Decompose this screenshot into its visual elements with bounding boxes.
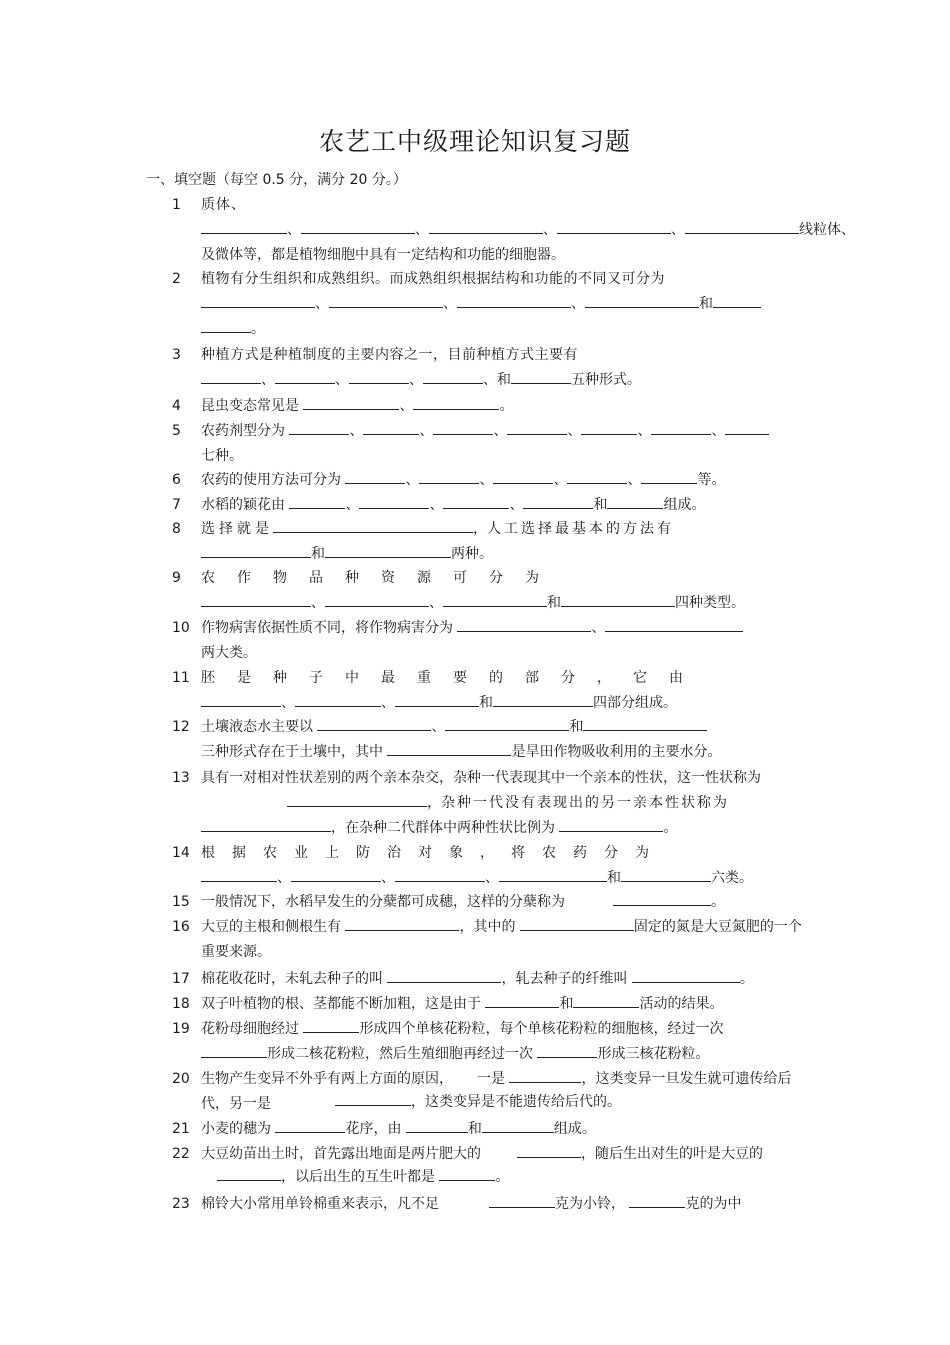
answer-blank[interactable] <box>567 468 627 484</box>
question-21 <box>172 1117 808 1142</box>
question-number: 18 <box>172 996 190 1012</box>
answer-blank[interactable] <box>457 616 591 632</box>
question-text: ，随后生出对生的叶是大豆的 <box>581 1146 763 1162</box>
answer-blank[interactable] <box>295 691 381 707</box>
question-9: 9 农作物品种资源可分为 、 、 和 四种类型。 <box>172 566 808 616</box>
answer-blank[interactable] <box>537 1042 597 1058</box>
question-19 <box>172 1017 808 1067</box>
question-text: ，轧去种子的纤维叫 <box>501 971 628 987</box>
answer-blank[interactable] <box>345 468 405 484</box>
answer-blank[interactable] <box>201 368 261 384</box>
answer-blank[interactable] <box>493 691 593 707</box>
question-number: 23 <box>172 1196 190 1212</box>
answer-blank[interactable] <box>335 1090 411 1106</box>
question-6: 6 农药的使用方法可分为 、 、 、 、 等。 <box>172 468 808 493</box>
question-8: 8 选择就是 ，人工选择最基本的方法有 和 两种。 <box>172 517 808 567</box>
question-number: 5 <box>172 423 181 439</box>
question-text: 植物有分生组织和成熟组织。而成熟组织根据结构和功能的不同又可分为 <box>201 271 665 287</box>
question-number: 6 <box>172 472 181 488</box>
answer-blank[interactable] <box>275 1117 345 1133</box>
question-text: 及微体等，都是植物细胞中具有一定结构和功能的细胞器。 <box>201 247 565 263</box>
answer-blank[interactable] <box>423 368 483 384</box>
answer-blank[interactable] <box>581 419 637 435</box>
question-text: 棉铃大小常用单铃棉重来表示，凡不足 <box>201 1196 439 1212</box>
question-text: 花粉母细胞经过 <box>201 1021 299 1037</box>
answer-blank[interactable] <box>585 292 699 308</box>
question-17 <box>172 967 808 992</box>
question-number: 8 <box>172 521 181 537</box>
question-text: 生物产生变异不外乎有两上方面的原因， <box>201 1071 453 1087</box>
question-12: 12 土壤液态水主要以 、 和 三种形式存在于土壤中，其中 是旱田作物吸收利用的主要水分。 <box>172 715 808 765</box>
answer-blank[interactable] <box>291 866 381 882</box>
question-text: 一是 <box>477 1071 505 1087</box>
question-number: 22 <box>172 1146 190 1162</box>
answer-blank[interactable] <box>363 419 419 435</box>
question-text: 和 <box>497 372 511 388</box>
answer-blank[interactable] <box>301 218 415 234</box>
question-18 <box>172 992 808 1017</box>
answer-blank[interactable] <box>485 992 559 1008</box>
question-text: 人工选择最基本的方法有 <box>487 521 674 537</box>
answer-blank[interactable] <box>517 1142 581 1158</box>
question-text: 和 <box>593 497 608 513</box>
answer-blank[interactable] <box>359 493 429 509</box>
question-number: 4 <box>172 398 181 414</box>
answer-blank[interactable] <box>605 616 743 632</box>
answer-blank[interactable] <box>725 419 769 435</box>
question-text: 和 <box>569 719 584 735</box>
answer-blank[interactable] <box>511 368 571 384</box>
question-text: 线粒体、 <box>799 222 855 238</box>
answer-blank[interactable] <box>621 866 711 882</box>
question-16 <box>172 915 808 960</box>
answer-blank[interactable] <box>387 740 511 756</box>
question-text: 小麦的穗为 <box>201 1121 271 1137</box>
question-text: 固定的氮是大豆氮肥的一个重要来源。 <box>201 919 802 960</box>
question-20 <box>172 1067 808 1115</box>
question-text: 活动的结果。 <box>639 996 724 1012</box>
question-number: 20 <box>172 1071 190 1087</box>
question-number: 12 <box>172 719 190 735</box>
answer-blank[interactable] <box>275 368 335 384</box>
answer-blank[interactable] <box>561 591 675 607</box>
question-number: 15 <box>172 894 190 910</box>
question-text: ，这类变异一旦发生就可遗传给后代，另一是 <box>201 1071 792 1112</box>
question-text: 和 <box>607 870 621 886</box>
question-text: 和 <box>547 595 561 611</box>
question-text: 质体、 <box>201 197 246 213</box>
answer-blank[interactable] <box>523 493 593 509</box>
question-text: 等。 <box>697 472 726 488</box>
answer-blank[interactable] <box>651 419 711 435</box>
question-text: 。 <box>499 398 514 414</box>
question-text: 选择就是 <box>201 521 273 537</box>
answer-blank[interactable] <box>445 715 569 731</box>
answer-blank[interactable] <box>443 591 547 607</box>
question-4: 4 昆虫变态常见是 、 。 <box>172 394 808 419</box>
question-5: 5 农药剂型分为 、 、 、 、 、 、 七种。 <box>172 419 808 469</box>
question-10: 10 作物病害依据性质不同，将作物病害分为 、 两大类。 <box>172 616 808 666</box>
question-text: 四部分组成。 <box>593 695 677 711</box>
question-13: 13 具有一对相对性状差别的两个亲本杂交，杂种一代表现其中一个亲本的性状，这一性状称为 ，杂种一代没有表现出的另一亲本性状称为 ，在杂种二代群体中两种性状比例为 。 <box>172 766 808 841</box>
question-text: 四种类型。 <box>675 595 745 611</box>
question-text: 是旱田作物吸收利用的主要水分。 <box>511 744 722 760</box>
answer-blank[interactable] <box>289 493 345 509</box>
question-text: 。 <box>495 1169 510 1185</box>
question-text: 和 <box>479 695 493 711</box>
answer-blank[interactable] <box>433 419 493 435</box>
question-text: 和 <box>467 1121 482 1137</box>
answer-blank[interactable] <box>201 691 281 707</box>
question-text: ，以后出生的互生叶都是 <box>281 1169 435 1185</box>
answer-blank[interactable] <box>406 1117 468 1133</box>
answer-blank[interactable] <box>349 368 409 384</box>
question-text: 。 <box>711 894 725 910</box>
question-text: 两种。 <box>451 546 493 562</box>
answer-blank[interactable] <box>557 218 671 234</box>
question-text: 种植方式是种植制度的主要内容之一，目前种植方式主要有 <box>201 347 578 363</box>
question-text: 大豆的主根和侧根生有 <box>201 919 341 935</box>
question-text: 双子叶植物的根、茎都能不断加粗，这是由于 <box>201 996 481 1012</box>
question-number: 3 <box>172 347 181 363</box>
answer-blank[interactable] <box>439 1165 495 1181</box>
answer-blank[interactable] <box>303 394 399 410</box>
question-number: 7 <box>172 497 181 513</box>
question-number: 16 <box>172 919 190 935</box>
answer-blank[interactable] <box>201 292 315 308</box>
answer-blank[interactable] <box>201 866 277 882</box>
question-text: 根据农业上防治对象，将农药分为 <box>201 845 666 861</box>
question-text: 组成。 <box>553 1121 596 1137</box>
answer-blank[interactable] <box>273 517 473 533</box>
answer-blank[interactable] <box>201 317 251 333</box>
question-7: 7 水稻的颖花由 、 、 、 和 组成。 <box>172 493 808 518</box>
question-text: 具有一对相对性状差别的两个亲本杂交，杂种一代表现其中一个亲本的性状，这一性状称为 <box>201 770 761 786</box>
question-text: 杂种一代没有表现出的另一亲本性状称为 <box>441 795 729 811</box>
question-text: 五种形式。 <box>571 372 641 388</box>
question-text: 形成四个单核花粉粒，每个单核花粉粒的细胞核，经过一次 <box>359 1021 724 1037</box>
question-text: ，其中的 <box>459 919 516 935</box>
answer-blank[interactable] <box>493 468 553 484</box>
question-3: 3 种植方式是种植制度的主要内容之一，目前种植方式主要有 、 、 、 、和 五种形式。 <box>172 343 808 393</box>
question-text: ，在杂种二代群体中两种性状比例为 <box>331 820 555 836</box>
question-text: 和 <box>559 996 574 1012</box>
question-number: 11 <box>172 670 190 686</box>
question-text: 农作物品种资源可分为 <box>201 570 561 586</box>
question-number: 10 <box>172 620 190 636</box>
question-text: 和 <box>699 296 713 312</box>
answer-blank[interactable] <box>217 1165 281 1181</box>
answer-blank[interactable] <box>387 967 501 983</box>
page-title: 农艺工中级理论知识复习题 <box>318 127 631 156</box>
answer-blank[interactable] <box>713 292 761 308</box>
question-text: 棉花收花时，未轧去种子的叫 <box>201 971 383 987</box>
answer-blank[interactable] <box>583 715 707 731</box>
question-number: 2 <box>172 271 181 287</box>
question-text: 形成二核花粉粒，然后生殖细胞再经过一次 <box>267 1046 533 1062</box>
question-1: 1 质体、 、 、 、 、 线粒体、 及微体等，都是植物细胞中具有一定结构和功能的细胞器。 <box>172 193 808 268</box>
answer-blank[interactable] <box>325 591 429 607</box>
answer-blank[interactable] <box>489 1192 555 1208</box>
question-text: 两大类。 <box>201 645 257 661</box>
answer-blank[interactable] <box>287 791 427 807</box>
question-text: 土壤液态水主要以 <box>201 719 313 735</box>
answer-blank[interactable] <box>289 419 349 435</box>
question-text: 。 <box>663 820 678 836</box>
question-number: 14 <box>172 845 190 861</box>
question-number: 1 <box>172 197 181 213</box>
answer-blank[interactable] <box>685 218 799 234</box>
question-text: 形成三核花粉粒。 <box>597 1046 710 1062</box>
question-text: 一般情况下，水稻早发生的分蘖都可成穗，这样的分蘖称为 <box>201 894 565 910</box>
answer-blank[interactable] <box>413 394 499 410</box>
answer-blank[interactable] <box>632 967 740 983</box>
answer-blank[interactable] <box>509 1067 581 1083</box>
answer-blank[interactable] <box>201 816 331 832</box>
answer-blank[interactable] <box>317 715 431 731</box>
question-text: 组成。 <box>663 497 706 513</box>
question-number: 17 <box>172 971 190 987</box>
question-text: 七种。 <box>201 448 243 464</box>
answer-blank[interactable] <box>607 493 663 509</box>
question-number: 13 <box>172 770 190 786</box>
answer-blank[interactable] <box>201 542 311 558</box>
answer-blank[interactable] <box>482 1117 554 1133</box>
answer-blank[interactable] <box>520 915 634 931</box>
answer-blank[interactable] <box>395 866 485 882</box>
question-text: 昆虫变态常见是 <box>201 398 299 414</box>
answer-blank[interactable] <box>429 218 543 234</box>
answer-blank[interactable] <box>573 992 639 1008</box>
question-11: 11 胚是种子中最重要的部分，它由 、 、 和 四部分组成。 <box>172 666 808 716</box>
answer-blank[interactable] <box>345 915 459 931</box>
answer-blank[interactable] <box>201 218 287 234</box>
question-text: 六类。 <box>711 870 753 886</box>
answer-blank[interactable] <box>613 890 711 906</box>
question-14: 14 根据农业上防治对象，将农药分为 、 、 、 和 六类。 <box>172 841 808 891</box>
question-15 <box>172 890 808 915</box>
answer-blank[interactable] <box>507 419 567 435</box>
answer-blank[interactable] <box>201 591 311 607</box>
question-text: 。 <box>739 971 754 987</box>
answer-blank[interactable] <box>419 468 479 484</box>
question-text: 大豆幼苗出土时，首先露出地面是两片肥大的 <box>201 1146 481 1162</box>
answer-blank[interactable] <box>395 691 479 707</box>
answer-blank[interactable] <box>325 542 451 558</box>
question-text: ，这类变异是不能遗传给后代的。 <box>411 1094 621 1110</box>
answer-blank[interactable] <box>443 493 509 509</box>
question-2: 2 植物有分生组织和成熟组织。而成熟组织根据结构和功能的不同又可分为 、 、 、 和 。 <box>172 267 808 342</box>
question-text: 农药剂型分为 <box>201 423 285 439</box>
question-text: 克为小铃， <box>555 1196 625 1212</box>
question-number: 19 <box>172 1021 190 1037</box>
answer-blank[interactable] <box>303 1017 359 1033</box>
question-text: 三种形式存在于土壤中，其中 <box>201 744 383 760</box>
answer-blank[interactable] <box>457 292 571 308</box>
answer-blank[interactable] <box>629 1192 685 1208</box>
question-text: 克的为中 <box>685 1196 742 1212</box>
answer-blank[interactable] <box>329 292 443 308</box>
question-number: 9 <box>172 570 181 586</box>
question-23 <box>172 1192 808 1217</box>
question-text: 农药的使用方法可分为 <box>201 472 341 488</box>
question-text: 胚是种子中最重要的部分，它由 <box>201 670 705 686</box>
question-text: 。 <box>251 321 265 337</box>
question-text: 花序，由 <box>345 1121 402 1137</box>
answer-blank[interactable] <box>499 866 607 882</box>
question-number: 21 <box>172 1121 190 1137</box>
question-text: 作物病害依据性质不同，将作物病害分为 <box>201 620 453 636</box>
question-22 <box>172 1142 808 1190</box>
answer-blank[interactable] <box>559 816 663 832</box>
question-text: 和 <box>311 546 325 562</box>
section-heading: 一、填空题（每空 0.5 分，满分 20 分。） <box>146 172 407 188</box>
answer-blank[interactable] <box>201 1042 267 1058</box>
question-text: 水稻的颖花由 <box>201 497 285 513</box>
answer-blank[interactable] <box>641 468 697 484</box>
